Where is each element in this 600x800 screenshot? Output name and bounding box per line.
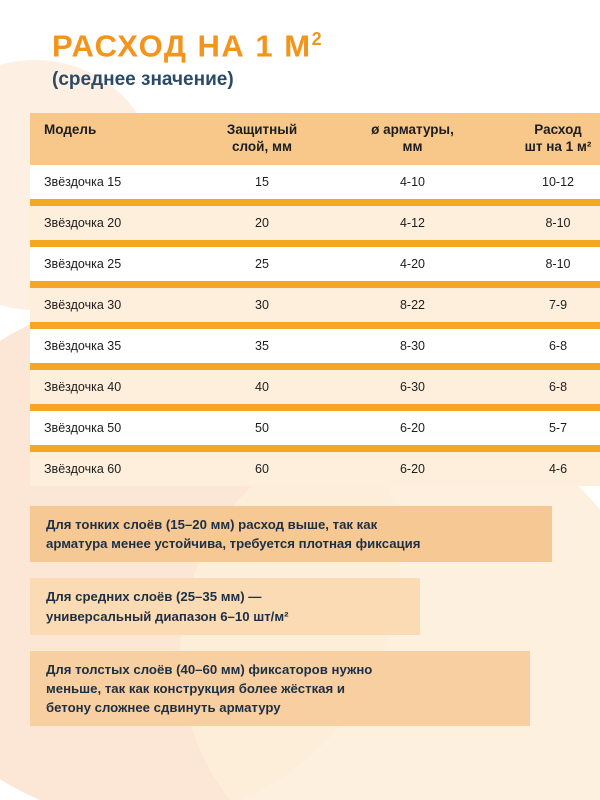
cell-diameter: 6-20: [336, 452, 489, 486]
column-header-rate-line2: шт на 1 м²: [524, 139, 592, 155]
note-thin-layers-line1: Для тонких слоёв (15–20 мм) расход выше, так как: [46, 517, 378, 533]
cell-diameter: 6-20: [336, 411, 489, 445]
table-row: [30, 165, 600, 199]
table-row: [30, 288, 600, 322]
row-separator-bar: [30, 445, 600, 452]
note-medium-layers-line2: универсальный диапазон 6–10 шт/м²: [46, 608, 289, 624]
cell-model: Звёздочка 15: [30, 165, 188, 199]
note-medium-layers: [30, 578, 420, 634]
cell-model: Звёздочка 50: [30, 411, 188, 445]
cell-layer: 20: [188, 206, 336, 240]
cell-layer: 60: [188, 452, 336, 486]
row-separator-bar: [30, 281, 600, 288]
note-thick-layers: [30, 651, 530, 726]
row-separator: [30, 363, 600, 370]
cell-layer: 40: [188, 370, 336, 404]
table-head: [30, 113, 600, 165]
page-subtitle: (среднее значение): [52, 69, 234, 91]
column-header-model: Модель: [30, 113, 188, 165]
consumption-table: [30, 113, 600, 486]
note-thin-layers-line2: арматура менее устойчива, требуется плотная фиксация: [46, 536, 421, 552]
column-header-rate: [489, 113, 600, 165]
note-medium-layers-line1: Для средних слоёв (25–35 мм) —: [46, 589, 262, 605]
page-title: [52, 28, 582, 64]
row-separator-bar: [30, 363, 600, 370]
table-row: [30, 329, 600, 363]
row-separator: [30, 281, 600, 288]
cell-layer: 35: [188, 329, 336, 363]
note-thick-layers-line2: меньше, так как конструкция более жёсткая и: [46, 680, 345, 696]
cell-rate: 10-12: [489, 165, 600, 199]
column-header-diameter-line1: ø арматуры,: [371, 122, 454, 138]
cell-rate: 5-7: [489, 411, 600, 445]
column-header-diameter-line2: мм: [402, 139, 423, 155]
cell-rate: 8-10: [489, 206, 600, 240]
note-thin-layers: [30, 506, 552, 562]
row-separator-bar: [30, 404, 600, 411]
row-separator: [30, 404, 600, 411]
row-separator-bar: [30, 322, 600, 329]
cell-layer: 15: [188, 165, 336, 199]
table-row: [30, 206, 600, 240]
table-row: [30, 411, 600, 445]
table-header-row: [30, 113, 600, 165]
table-row: [30, 370, 600, 404]
cell-rate: 7-9: [489, 288, 600, 322]
note-thick-layers-line1: Для толстых слоёв (40–60 мм) фиксаторов нужно: [46, 661, 373, 677]
cell-rate: 6-8: [489, 370, 600, 404]
column-header-rate-line1: Расход: [534, 122, 582, 138]
cell-diameter: 8-22: [336, 288, 489, 322]
title-block: [18, 0, 582, 89]
row-separator: [30, 240, 600, 247]
cell-diameter: 4-20: [336, 247, 489, 281]
cell-rate: 6-8: [489, 329, 600, 363]
cell-diameter: 6-30: [336, 370, 489, 404]
column-header-layer-line2: слой, мм: [232, 139, 292, 155]
cell-model: Звёздочка 35: [30, 329, 188, 363]
table-row: [30, 452, 600, 486]
cell-model: Звёздочка 20: [30, 206, 188, 240]
cell-diameter: 4-10: [336, 165, 489, 199]
table-body: [30, 165, 600, 486]
cell-rate: 4-6: [489, 452, 600, 486]
cell-model: Звёздочка 60: [30, 452, 188, 486]
cell-model: Звёздочка 40: [30, 370, 188, 404]
column-header-layer-line1: Защитный: [226, 122, 298, 138]
row-separator-bar: [30, 240, 600, 247]
cell-layer: 50: [188, 411, 336, 445]
cell-layer: 30: [188, 288, 336, 322]
cell-layer: 25: [188, 247, 336, 281]
row-separator: [30, 445, 600, 452]
cell-diameter: 8-30: [336, 329, 489, 363]
cell-diameter: 4-12: [336, 206, 489, 240]
row-separator: [30, 322, 600, 329]
notes-section: [18, 506, 582, 726]
column-header-diameter: [336, 113, 489, 165]
note-thick-layers-line3: бетону сложнее сдвинуть арматуру: [46, 699, 281, 715]
page-title-text: РАСХОД НА 1 М: [52, 28, 312, 64]
column-header-layer: [188, 113, 336, 165]
cell-rate: 8-10: [489, 247, 600, 281]
cell-model: Звёздочка 25: [30, 247, 188, 281]
page-title-superscript: 2: [311, 29, 322, 49]
row-separator: [30, 199, 600, 206]
table-row: [30, 247, 600, 281]
consumption-table-wrap: [18, 113, 592, 486]
cell-model: Звёздочка 30: [30, 288, 188, 322]
row-separator-bar: [30, 199, 600, 206]
